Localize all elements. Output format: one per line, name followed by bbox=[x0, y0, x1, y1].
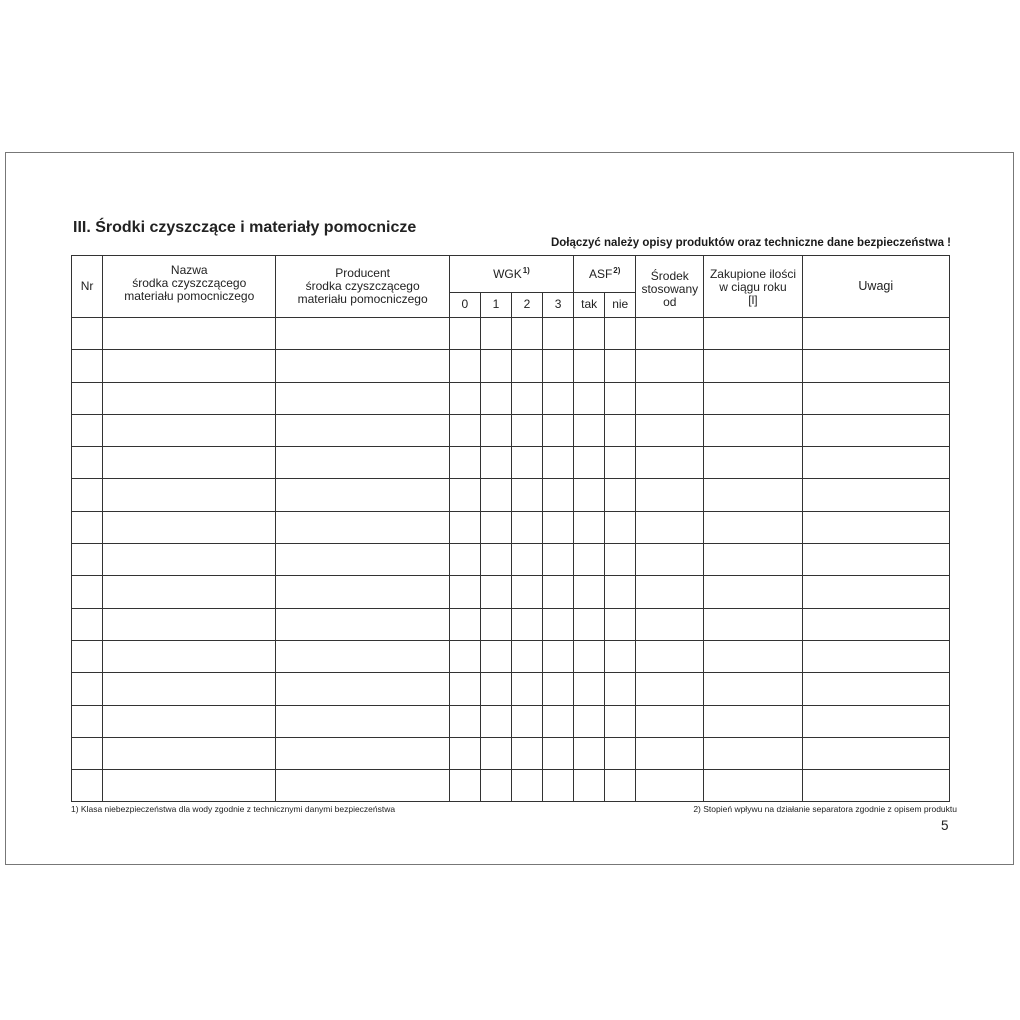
cell-quantity[interactable] bbox=[704, 447, 802, 479]
header-quantity-line3: [l] bbox=[748, 293, 758, 308]
cell-wgk-3[interactable] bbox=[543, 318, 574, 350]
cell-name[interactable] bbox=[103, 737, 276, 769]
cell-wgk-0[interactable] bbox=[449, 511, 480, 543]
cell-producer[interactable] bbox=[276, 673, 449, 705]
cell-name[interactable] bbox=[103, 640, 276, 672]
cell-remarks[interactable] bbox=[802, 382, 949, 414]
cell-name[interactable] bbox=[103, 544, 276, 576]
cell-nr[interactable] bbox=[72, 414, 103, 446]
cell-wgk-2[interactable] bbox=[511, 576, 542, 608]
header-asf-tak: tak bbox=[574, 293, 605, 318]
cell-asf-nie[interactable] bbox=[605, 640, 636, 672]
table-row bbox=[72, 382, 950, 414]
cell-wgk-0[interactable] bbox=[449, 382, 480, 414]
cell-wgk-2[interactable] bbox=[511, 350, 542, 382]
header-name-line3: materiału pomocniczego bbox=[124, 289, 255, 304]
cell-name[interactable] bbox=[103, 382, 276, 414]
cell-remarks[interactable] bbox=[802, 576, 949, 608]
cell-wgk-2[interactable] bbox=[511, 382, 542, 414]
cell-wgk-1[interactable] bbox=[480, 608, 511, 640]
cell-quantity[interactable] bbox=[704, 673, 802, 705]
cell-used-since[interactable] bbox=[636, 673, 704, 705]
cell-wgk-0[interactable] bbox=[449, 414, 480, 446]
cell-asf-tak[interactable] bbox=[574, 576, 605, 608]
cell-producer[interactable] bbox=[276, 737, 449, 769]
cell-wgk-2[interactable] bbox=[511, 414, 542, 446]
cell-wgk-0[interactable] bbox=[449, 479, 480, 511]
cell-nr[interactable] bbox=[72, 737, 103, 769]
footnote-asf: 2) Stopień wpływu na działanie separatora zgodnie z opisem produktu bbox=[693, 804, 957, 814]
header-asf-label: ASF bbox=[588, 266, 613, 281]
cell-wgk-2[interactable] bbox=[511, 770, 542, 802]
cell-remarks[interactable] bbox=[802, 318, 949, 350]
cell-producer[interactable] bbox=[276, 414, 449, 446]
cell-name[interactable] bbox=[103, 414, 276, 446]
cell-quantity[interactable] bbox=[704, 479, 802, 511]
cell-wgk-1[interactable] bbox=[480, 737, 511, 769]
cell-asf-nie[interactable] bbox=[605, 318, 636, 350]
cell-asf-nie[interactable] bbox=[605, 770, 636, 802]
header-quantity-line1: Zakupione ilości bbox=[709, 267, 796, 281]
cell-remarks[interactable] bbox=[802, 350, 949, 382]
cell-producer[interactable] bbox=[276, 382, 449, 414]
cell-nr[interactable] bbox=[72, 705, 103, 737]
cell-quantity[interactable] bbox=[704, 608, 802, 640]
cell-remarks[interactable] bbox=[802, 414, 949, 446]
header-wgk-0: 0 bbox=[449, 293, 480, 318]
cell-nr[interactable] bbox=[72, 382, 103, 414]
cell-wgk-0[interactable] bbox=[449, 447, 480, 479]
cell-asf-tak[interactable] bbox=[574, 640, 605, 672]
footnote-wgk: 1) Klasa niebezpieczeństwa dla wody zgodnie z technicznymi danymi bezpieczeństwa bbox=[71, 804, 396, 814]
cell-asf-nie[interactable] bbox=[605, 382, 636, 414]
cell-nr[interactable] bbox=[72, 576, 103, 608]
cell-wgk-2[interactable] bbox=[511, 318, 542, 350]
cell-used-since[interactable] bbox=[636, 544, 704, 576]
cell-producer[interactable] bbox=[276, 705, 449, 737]
cell-quantity[interactable] bbox=[704, 640, 802, 672]
cell-nr[interactable] bbox=[72, 479, 103, 511]
cell-used-since[interactable] bbox=[636, 318, 704, 350]
cell-wgk-2[interactable] bbox=[511, 640, 542, 672]
cell-remarks[interactable] bbox=[802, 640, 949, 672]
cell-used-since[interactable] bbox=[636, 414, 704, 446]
cell-quantity[interactable] bbox=[704, 705, 802, 737]
header-name-line1: Nazwa bbox=[170, 263, 208, 277]
cell-wgk-0[interactable] bbox=[449, 770, 480, 802]
header-wgk-3: 3 bbox=[543, 293, 574, 318]
table-row bbox=[72, 737, 950, 769]
cell-remarks[interactable] bbox=[802, 673, 949, 705]
cell-wgk-1[interactable] bbox=[480, 479, 511, 511]
cell-producer[interactable] bbox=[276, 544, 449, 576]
cell-wgk-0[interactable] bbox=[449, 318, 480, 350]
cell-producer[interactable] bbox=[276, 479, 449, 511]
cell-name[interactable] bbox=[103, 350, 276, 382]
cleaning-agents-table bbox=[71, 255, 950, 802]
cell-asf-nie[interactable] bbox=[605, 705, 636, 737]
cell-quantity[interactable] bbox=[704, 544, 802, 576]
cell-used-since[interactable] bbox=[636, 608, 704, 640]
cell-asf-tak[interactable] bbox=[574, 350, 605, 382]
cell-wgk-2[interactable] bbox=[511, 544, 542, 576]
cell-wgk-3[interactable] bbox=[543, 576, 574, 608]
cell-wgk-3[interactable] bbox=[543, 770, 574, 802]
cell-nr[interactable] bbox=[72, 544, 103, 576]
header-quantity-line2: w ciągu roku bbox=[719, 280, 787, 295]
cell-asf-tak[interactable] bbox=[574, 382, 605, 414]
cell-wgk-3[interactable] bbox=[543, 737, 574, 769]
cell-producer[interactable] bbox=[276, 576, 449, 608]
cell-wgk-2[interactable] bbox=[511, 705, 542, 737]
cell-wgk-2[interactable] bbox=[511, 673, 542, 705]
cell-wgk-1[interactable] bbox=[480, 414, 511, 446]
cell-producer[interactable] bbox=[276, 447, 449, 479]
header-wgk-label: WGK bbox=[493, 266, 522, 281]
cell-remarks[interactable] bbox=[802, 544, 949, 576]
cell-nr[interactable] bbox=[72, 640, 103, 672]
cell-used-since[interactable] bbox=[636, 511, 704, 543]
cell-wgk-1[interactable] bbox=[480, 640, 511, 672]
cell-wgk-2[interactable] bbox=[511, 737, 542, 769]
header-asf-nie: nie bbox=[605, 293, 636, 318]
cell-nr[interactable] bbox=[72, 350, 103, 382]
cell-quantity[interactable] bbox=[704, 770, 802, 802]
cell-name[interactable] bbox=[103, 705, 276, 737]
cell-wgk-1[interactable] bbox=[480, 350, 511, 382]
header-used-since-line2: stosowany bbox=[641, 281, 699, 296]
cell-quantity[interactable] bbox=[704, 511, 802, 543]
cell-asf-tak[interactable] bbox=[574, 479, 605, 511]
cell-used-since[interactable] bbox=[636, 479, 704, 511]
cell-wgk-0[interactable] bbox=[449, 350, 480, 382]
header-wgk-1: 1 bbox=[480, 293, 511, 318]
cell-used-since[interactable] bbox=[636, 350, 704, 382]
cell-wgk-3[interactable] bbox=[543, 544, 574, 576]
table-row bbox=[72, 350, 950, 382]
table-row bbox=[72, 770, 950, 802]
cell-name[interactable] bbox=[103, 318, 276, 350]
cell-wgk-1[interactable] bbox=[480, 447, 511, 479]
cell-asf-nie[interactable] bbox=[605, 479, 636, 511]
header-producer-line2: środka czyszczącego bbox=[305, 279, 420, 294]
table-row bbox=[72, 544, 950, 576]
cell-producer[interactable] bbox=[276, 640, 449, 672]
cell-producer[interactable] bbox=[276, 608, 449, 640]
cell-used-since[interactable] bbox=[636, 382, 704, 414]
table-row bbox=[72, 576, 950, 608]
cell-wgk-0[interactable] bbox=[449, 640, 480, 672]
cell-asf-tak[interactable] bbox=[574, 608, 605, 640]
cell-wgk-0[interactable] bbox=[449, 576, 480, 608]
cell-asf-nie[interactable] bbox=[605, 576, 636, 608]
cell-nr[interactable] bbox=[72, 511, 103, 543]
table-row bbox=[72, 479, 950, 511]
header-asf bbox=[574, 256, 636, 293]
cell-asf-nie[interactable] bbox=[605, 350, 636, 382]
cell-wgk-2[interactable] bbox=[511, 608, 542, 640]
cell-asf-nie[interactable] bbox=[605, 608, 636, 640]
cell-remarks[interactable] bbox=[802, 511, 949, 543]
cell-wgk-1[interactable] bbox=[480, 770, 511, 802]
cell-nr[interactable] bbox=[72, 447, 103, 479]
cell-nr[interactable] bbox=[72, 673, 103, 705]
section-number: III. bbox=[73, 219, 91, 236]
cell-wgk-3[interactable] bbox=[543, 673, 574, 705]
cell-asf-tak[interactable] bbox=[574, 318, 605, 350]
cell-remarks[interactable] bbox=[802, 770, 949, 802]
cell-remarks[interactable] bbox=[802, 737, 949, 769]
cell-wgk-0[interactable] bbox=[449, 737, 480, 769]
cell-nr[interactable] bbox=[72, 608, 103, 640]
cell-name[interactable] bbox=[103, 673, 276, 705]
cell-remarks[interactable] bbox=[802, 608, 949, 640]
cell-producer[interactable] bbox=[276, 318, 449, 350]
cell-asf-tak[interactable] bbox=[574, 447, 605, 479]
header-wgk-footnote-marker: 1) bbox=[522, 265, 530, 275]
cell-producer[interactable] bbox=[276, 770, 449, 802]
cell-remarks[interactable] bbox=[802, 705, 949, 737]
cell-nr[interactable] bbox=[72, 318, 103, 350]
cell-wgk-1[interactable] bbox=[480, 318, 511, 350]
cell-asf-nie[interactable] bbox=[605, 447, 636, 479]
header-producer bbox=[276, 256, 449, 318]
header-name-line2: środka czyszczącego bbox=[132, 276, 247, 291]
header-name bbox=[103, 256, 276, 318]
cell-name[interactable] bbox=[103, 576, 276, 608]
table-body bbox=[72, 318, 950, 802]
table-row bbox=[72, 511, 950, 543]
cell-asf-tak[interactable] bbox=[574, 511, 605, 543]
header-wgk bbox=[449, 256, 573, 293]
cell-used-since[interactable] bbox=[636, 576, 704, 608]
cell-asf-nie[interactable] bbox=[605, 673, 636, 705]
cell-quantity[interactable] bbox=[704, 382, 802, 414]
cell-wgk-3[interactable] bbox=[543, 705, 574, 737]
cell-asf-tak[interactable] bbox=[574, 737, 605, 769]
table-row bbox=[72, 608, 950, 640]
cell-asf-tak[interactable] bbox=[574, 770, 605, 802]
section-title bbox=[73, 219, 416, 237]
header-producer-line3: materiału pomocniczego bbox=[297, 292, 428, 307]
cell-wgk-2[interactable] bbox=[511, 447, 542, 479]
header-used-since bbox=[636, 256, 704, 318]
cell-asf-tak[interactable] bbox=[574, 414, 605, 446]
cell-wgk-3[interactable] bbox=[543, 479, 574, 511]
attachment-note: Dołączyć należy opisy produktów oraz techniczne dane bezpieczeństwa ! bbox=[550, 237, 951, 249]
cell-asf-nie[interactable] bbox=[605, 544, 636, 576]
cell-quantity[interactable] bbox=[704, 414, 802, 446]
cell-name[interactable] bbox=[103, 511, 276, 543]
cell-quantity[interactable] bbox=[704, 318, 802, 350]
section-title-text: Środki czyszczące i materiały pomocnicze bbox=[95, 219, 417, 236]
cell-wgk-0[interactable] bbox=[449, 705, 480, 737]
page-number: 5 bbox=[941, 818, 949, 833]
cell-used-since[interactable] bbox=[636, 737, 704, 769]
table-row bbox=[72, 447, 950, 479]
cell-asf-tak[interactable] bbox=[574, 673, 605, 705]
cell-quantity[interactable] bbox=[704, 737, 802, 769]
cell-wgk-3[interactable] bbox=[543, 640, 574, 672]
cell-quantity[interactable] bbox=[704, 350, 802, 382]
cell-wgk-3[interactable] bbox=[543, 511, 574, 543]
header-used-since-line1: Środek bbox=[650, 268, 689, 283]
cell-wgk-1[interactable] bbox=[480, 576, 511, 608]
cell-wgk-0[interactable] bbox=[449, 608, 480, 640]
cell-quantity[interactable] bbox=[704, 576, 802, 608]
cell-used-since[interactable] bbox=[636, 640, 704, 672]
cell-producer[interactable] bbox=[276, 511, 449, 543]
cell-wgk-2[interactable] bbox=[511, 511, 542, 543]
header-remarks: Uwagi bbox=[802, 256, 949, 318]
cell-producer[interactable] bbox=[276, 350, 449, 382]
cell-wgk-3[interactable] bbox=[543, 350, 574, 382]
header-quantity bbox=[704, 256, 802, 318]
cell-wgk-1[interactable] bbox=[480, 544, 511, 576]
cell-wgk-0[interactable] bbox=[449, 544, 480, 576]
header-used-since-line3: od bbox=[663, 295, 677, 310]
cell-asf-nie[interactable] bbox=[605, 737, 636, 769]
cell-name[interactable] bbox=[103, 608, 276, 640]
header-asf-footnote-marker: 2) bbox=[613, 265, 621, 275]
cell-used-since[interactable] bbox=[636, 705, 704, 737]
cell-asf-nie[interactable] bbox=[605, 511, 636, 543]
cell-wgk-1[interactable] bbox=[480, 673, 511, 705]
cell-wgk-3[interactable] bbox=[543, 608, 574, 640]
cell-asf-tak[interactable] bbox=[574, 705, 605, 737]
cell-asf-tak[interactable] bbox=[574, 544, 605, 576]
cell-wgk-1[interactable] bbox=[480, 705, 511, 737]
cell-name[interactable] bbox=[103, 479, 276, 511]
cell-wgk-3[interactable] bbox=[543, 382, 574, 414]
cell-wgk-0[interactable] bbox=[449, 673, 480, 705]
header-wgk-2: 2 bbox=[511, 293, 542, 318]
table-row bbox=[72, 414, 950, 446]
header-nr: Nr bbox=[72, 256, 103, 318]
cell-remarks[interactable] bbox=[802, 479, 949, 511]
cell-remarks[interactable] bbox=[802, 447, 949, 479]
cell-wgk-1[interactable] bbox=[480, 382, 511, 414]
cell-name[interactable] bbox=[103, 770, 276, 802]
table-row bbox=[72, 673, 950, 705]
table-row bbox=[72, 318, 950, 350]
cell-name[interactable] bbox=[103, 447, 276, 479]
cell-used-since[interactable] bbox=[636, 447, 704, 479]
table-row bbox=[72, 705, 950, 737]
cell-wgk-1[interactable] bbox=[480, 511, 511, 543]
cell-asf-nie[interactable] bbox=[605, 414, 636, 446]
cell-wgk-3[interactable] bbox=[543, 447, 574, 479]
cell-used-since[interactable] bbox=[636, 770, 704, 802]
cell-wgk-3[interactable] bbox=[543, 414, 574, 446]
cell-wgk-2[interactable] bbox=[511, 479, 542, 511]
cell-nr[interactable] bbox=[72, 770, 103, 802]
table-row bbox=[72, 640, 950, 672]
header-producer-line1: Producent bbox=[335, 266, 390, 280]
